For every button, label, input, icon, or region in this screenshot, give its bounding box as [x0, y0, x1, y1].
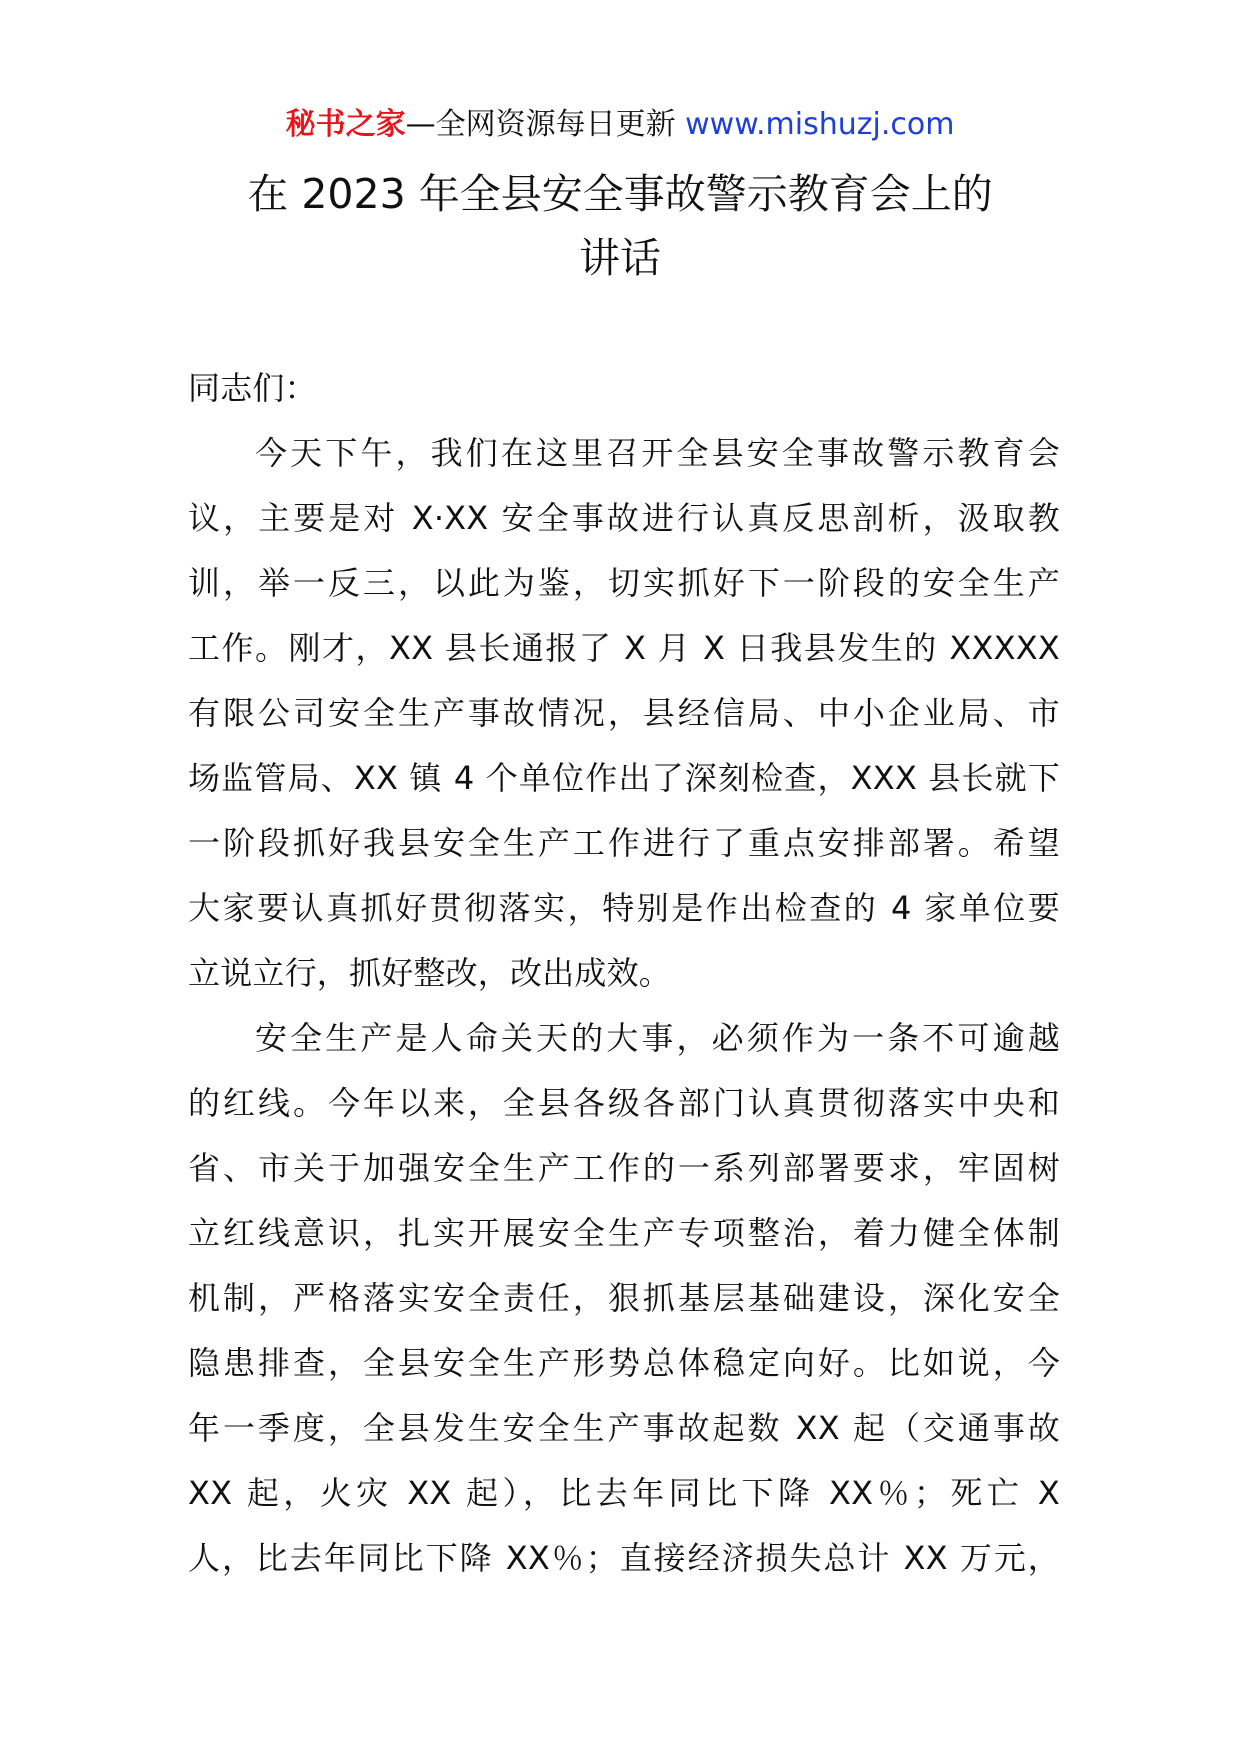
salutation: 同志们： [188, 369, 317, 407]
title-line-1: 在 2023 年全县安全事故警示教育会上的 [247, 170, 993, 218]
title-line-2: 讲话 [579, 234, 661, 282]
paragraph-line: 有限公司安全生产事故情况，县经信局、中小企业局、市 [188, 694, 1060, 732]
paragraph-2 [188, 1006, 1060, 1591]
document-body [188, 356, 1060, 1591]
paragraph-line: 场监管局、XX 镇 4 个单位作出了深刻检查，XXX 县长就下 [188, 759, 1060, 797]
paragraph-line: 训，举一反三，以此为鉴，切实抓好下一阶段的安全生产 [188, 564, 1060, 602]
paragraph-line: 大家要认真抓好贯彻落实，特别是作出检查的 4 家单位要 [188, 889, 1060, 927]
paragraph-line: XX 起，火灾 XX 起），比去年同比下降 XX％；死亡 X [188, 1474, 1060, 1512]
paragraph-line: 安全生产是人命关天的大事，必须作为一条不可逾越 [255, 1019, 1060, 1057]
paragraph-line: 立红线意识，扎实开展安全生产专项整治，着力健全体制 [188, 1214, 1060, 1252]
paragraph-line: 机制，严格落实安全责任，狠抓基层基础建设，深化安全 [188, 1279, 1060, 1317]
paragraph-line: 今天下午，我们在这里召开全县安全事故警示教育会 [255, 434, 1060, 472]
paragraph-line: 的红线。今年以来，全县各级各部门认真贯彻落实中央和 [188, 1084, 1060, 1122]
paragraph-line: 立说立行，抓好整改，改出成效。 [188, 954, 672, 992]
paragraph-line: 年一季度，全县发生安全生产事故起数 XX 起（交通事故 [188, 1409, 1060, 1447]
paragraph-line: 人，比去年同比下降 XX％；直接经济损失总计 XX 万元， [188, 1539, 1060, 1577]
document-title [190, 162, 1050, 290]
site-banner [0, 103, 1240, 147]
paragraph-line: 隐患排查，全县安全生产形势总体稳定向好。比如说，今 [188, 1344, 1060, 1382]
paragraph-line: 议，主要是对 X·XX 安全事故进行认真反思剖析，汲取教 [188, 499, 1060, 537]
banner-brand: 秘书之家 [285, 107, 406, 142]
paragraph-1 [188, 421, 1060, 1006]
banner-url-link[interactable]: www.mishuzj.com [685, 107, 955, 142]
paragraph-line: 省、市关于加强安全生产工作的一系列部署要求，牢固树 [188, 1149, 1060, 1187]
banner-tagline: —全网资源每日更新 [405, 107, 686, 142]
paragraph-line: 工作。刚才，XX 县长通报了 X 月 X 日我县发生的 XXXXX [188, 629, 1060, 667]
paragraph-line: 一阶段抓好我县安全生产工作进行了重点安排部署。希望 [188, 824, 1060, 862]
